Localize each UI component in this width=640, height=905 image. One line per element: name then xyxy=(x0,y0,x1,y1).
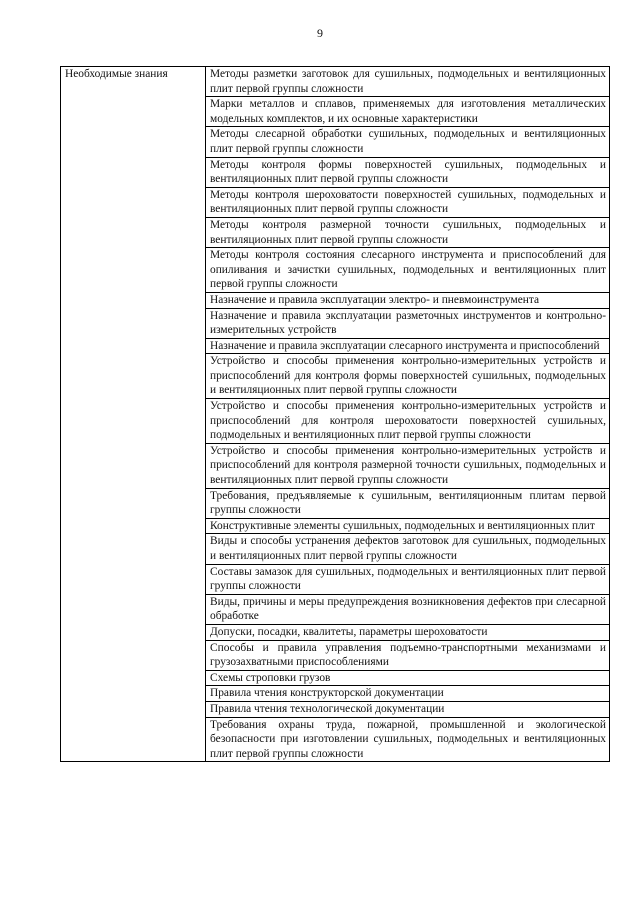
knowledge-item: Методы слесарной обработки сушильных, подмодельных и вентиляционных плит первой группы сложности xyxy=(206,127,610,157)
knowledge-item: Назначение и правила эксплуатации электро- и пневмоинструмента xyxy=(206,292,610,308)
knowledge-item: Марки металлов и сплавов, применяемых для изготовления металлических модельных комплектов, и их основные характеристики xyxy=(206,97,610,127)
knowledge-item: Методы контроля шероховатости поверхностей сушильных, подмодельных и вентиляционных плит первой группы сложности xyxy=(206,187,610,217)
knowledge-item: Методы контроля состояния слесарного инструмента и приспособлений для опиливания и зачистки сушильных, подмодельных и вентиляционных плит первой группы сложности xyxy=(206,248,610,293)
knowledge-item: Правила чтения технологической документации xyxy=(206,701,610,717)
knowledge-item: Назначение и правила эксплуатации слесарного инструмента и приспособлений xyxy=(206,338,610,354)
knowledge-item: Виды, причины и меры предупреждения возникновения дефектов при слесарной обработке xyxy=(206,594,610,624)
knowledge-item: Схемы строповки грузов xyxy=(206,670,610,686)
row-label: Необходимые знания xyxy=(61,67,206,762)
knowledge-item: Виды и способы устранения дефектов заготовок для сушильных, подмодельных и вентиляционных плит первой группы сложности xyxy=(206,534,610,564)
knowledge-item: Назначение и правила эксплуатации разметочных инструментов и контрольно-измерительных устройств xyxy=(206,308,610,338)
knowledge-item: Устройство и способы применения контрольно-измерительных устройств и приспособлений для контроля формы поверхностей сушильных, подмодельных и вентиляционных плит первой группы сложности xyxy=(206,354,610,399)
knowledge-item: Способы и правила управления подъемно-транспортными механизмами и грузозахватными приспособлениями xyxy=(206,640,610,670)
knowledge-item: Устройство и способы применения контрольно-измерительных устройств и приспособлений для контроля размерной точности сушильных, подмодельных и вентиляционных плит первой группы сложности xyxy=(206,443,610,488)
knowledge-item: Методы контроля размерной точности сушильных, подмодельных и вентиляционных плит первой группы сложности xyxy=(206,217,610,247)
knowledge-item: Конструктивные элементы сушильных, подмодельных и вентиляционных плит xyxy=(206,518,610,534)
knowledge-item: Допуски, посадки, квалитеты, параметры шероховатости xyxy=(206,624,610,640)
knowledge-table xyxy=(60,66,610,762)
knowledge-item: Методы контроля формы поверхностей сушильных, подмодельных и вентиляционных плит первой группы сложности xyxy=(206,157,610,187)
knowledge-item: Правила чтения конструкторской документации xyxy=(206,686,610,702)
knowledge-item: Методы разметки заготовок для сушильных, подмодельных и вентиляционных плит первой группы сложности xyxy=(206,67,610,97)
knowledge-item: Требования, предъявляемые к сушильным, вентиляционным плитам первой группы сложности xyxy=(206,488,610,518)
table-row xyxy=(61,67,610,97)
knowledge-item: Составы замазок для сушильных, подмодельных и вентиляционных плит первой группы сложности xyxy=(206,564,610,594)
knowledge-item: Требования охраны труда, пожарной, промышленной и экологической безопасности при изготовлении сушильных, подмодельных и вентиляционных плит первой группы сложности xyxy=(206,717,610,762)
page-number: 9 xyxy=(317,26,323,40)
knowledge-item: Устройство и способы применения контрольно-измерительных устройств и приспособлений для контроля шероховатости поверхностей сушильных, подмодельных и вентиляционных плит первой группы сложности xyxy=(206,399,610,444)
